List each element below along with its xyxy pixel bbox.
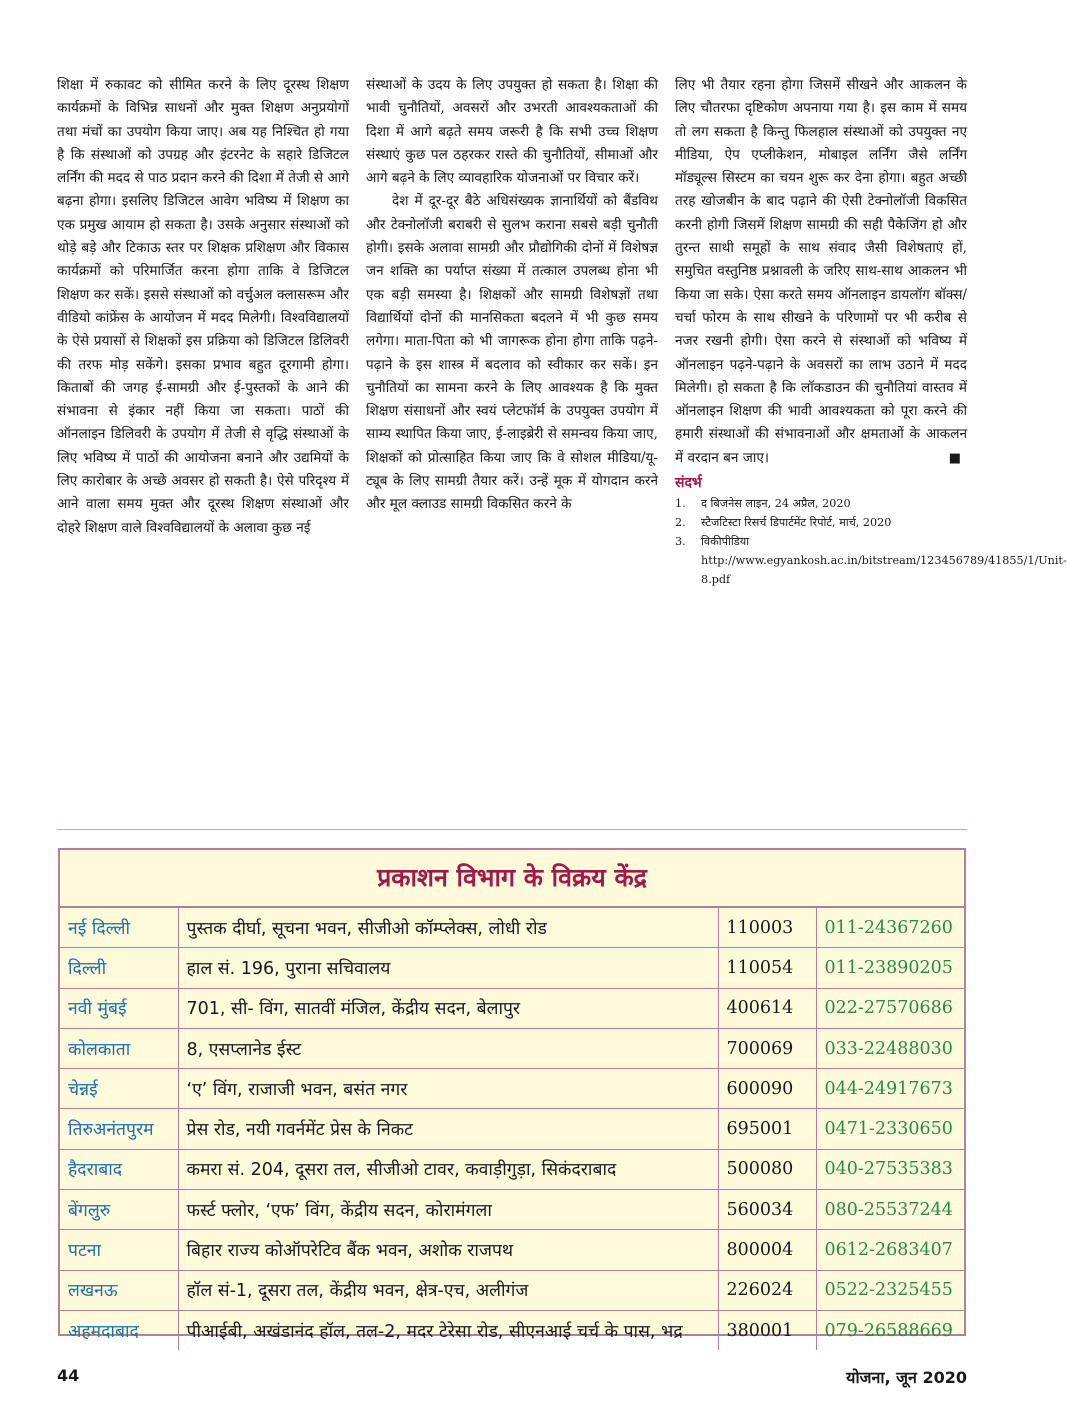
table-row [60, 1069, 964, 1109]
divider-rule [57, 829, 967, 830]
pin-cell: 700069 [718, 1028, 816, 1068]
publication-footer: योजना, जून 2020 [846, 1368, 967, 1387]
reference-item [675, 532, 1067, 589]
pin-cell: 226024 [718, 1270, 816, 1310]
col3-paragraph [675, 74, 967, 470]
city-cell: दिल्ली [60, 948, 178, 988]
reference-text: विकीपीडिया http://www.egyankosh.ac.in/bitstream/123456789/41855/1/Unit-8.pdf [701, 535, 1067, 587]
phone-cell: 033-22488030 [816, 1028, 964, 1068]
city-cell: तिरुअनंतपुरम [60, 1109, 178, 1149]
sales-outlets-title: प्रकाशन विभाग के विक्रय केंद्र [60, 850, 964, 908]
address-cell: हॉल सं-1, दूसरा तल, केंद्रीय भवन, क्षेत्र-एच, अलीगंज [178, 1270, 718, 1310]
phone-cell: 080-25537244 [816, 1190, 964, 1230]
address-cell: प्रेस रोड, नयी गवर्नमेंट प्रेस के निकट [178, 1109, 718, 1149]
article-body [57, 74, 1067, 820]
phone-cell: 040-27535383 [816, 1149, 964, 1189]
table-row [60, 1310, 964, 1350]
reference-item [675, 494, 967, 513]
sales-outlets-table [60, 908, 964, 1350]
reference-text: स्टैजटिस्टा रिसर्च डिपार्टमेंट रिपोर्ट, मार्च, 2020 [701, 516, 892, 530]
pin-cell: 695001 [718, 1109, 816, 1149]
pin-cell: 400614 [718, 988, 816, 1028]
table-row [60, 1149, 964, 1189]
table-row [60, 1190, 964, 1230]
phone-cell: 011-23890205 [816, 948, 964, 988]
city-cell: पटना [60, 1230, 178, 1270]
address-cell: पीआईबी, अखंडानंद हॉल, तल-2, मदर टेरेसा रोड, सीएनआई चर्च के पास, भद्र [178, 1310, 718, 1350]
col2-paragraph-1: संस्थाओं के उदय के लिए उपयुक्त हो सकता है। शिक्षा की भावी चुनौतियों, अवसरों और उभरती आवश्यकताओं की दिशा में आगे बढ़ते समय जरूरी है कि सभी उच्च शिक्षण संस्थाएं कुछ पल ठहरकर रास्ते की चुनौतियों, सीमाओं और आगे बढ़ने के लिए व्यावहारिक योजनाओं पर विचार करें। [366, 77, 658, 187]
address-cell: ‘ए’ विंग, राजाजी भवन, बसंत नगर [178, 1069, 718, 1109]
phone-cell: 0522-2325455 [816, 1270, 964, 1310]
phone-cell: 011-24367260 [816, 908, 964, 948]
pin-cell: 110054 [718, 948, 816, 988]
address-cell: हाल सं. 196, पुराना सचिवालय [178, 948, 718, 988]
reference-number: 3. [675, 535, 686, 549]
pin-cell: 560034 [718, 1190, 816, 1230]
article-column-3 [675, 74, 1067, 820]
city-cell: लखनऊ [60, 1270, 178, 1310]
references-title: संदर्भ [675, 475, 702, 492]
city-cell: बेंगलुरु [60, 1190, 178, 1230]
address-cell: पुस्तक दीर्घा, सूचना भवन, सीजीओ कॉम्प्लेक्स, लोधी रोड [178, 908, 718, 948]
col3-text: लिए भी तैयार रहना होगा जिसमें सीखने और आकलन के लिए चौतरफा दृष्टिकोण अपनाया गया है। इस काम में समय तो लग सकता है किन्तु फिलहाल संस्थाओं को उपयुक्त नए मीडिया, ऐप एप्लीकेशन, मोबाइल लर्निंग जैसे लर्निंग मॉड्यूल्स सिस्टम का चयन शुरू कर देना होगा। बहुत अच्छी तरह खोजबीन के बाद पढ़ाने की ऐसी टेक्नोलॉजी विकसित करनी होगी जिसमें शिक्षण सामग्री की सही पैकेजिंग हो और तुरन्त साथी समूहों के साथ संवाद जैसी विशेषताएं हों, समुचित वस्तुनिष्ठ प्रश्नावली के जरिए साथ-साथ आकलन भी किया जा सके। ऐसा करते समय ऑनलाइन डायलॉग बॉक्स/चर्चा फोरम के साथ सीखने के परिणामों पर भी करीब से नजर रखनी होगी। ऐसा करने से संस्थाओं को भविष्य में ऑनलाइन पढ़ने-पढ़ाने के अवसरों का लाभ उठाने में मदद मिलेगी। हो सकता है कि लॉकडाउन की चुनौतियां वास्तव में ऑनलाइन शिक्षण की भावी आवश्यकता को पूरा करने की हमारी संस्थाओं की संभावनाओं और क्षमताओं के आकलन में वरदान बन जाए। [675, 77, 967, 466]
article-column-1 [57, 74, 349, 820]
sales-outlets-box [58, 848, 966, 1342]
reference-item [675, 513, 967, 532]
phone-cell: 0471-2330650 [816, 1109, 964, 1149]
table-row [60, 908, 964, 948]
reference-number: 2. [675, 516, 686, 530]
col2-paragraph-2: देश में दूर-दूर बैठे अधिसंख्यक ज्ञानार्थियों को बैंडविथ और टेक्नोलॉजी बराबरी से सुलभ कराना सबसे बड़ी चुनौती होगी। इसके अलावा सामग्री और प्रौद्योगिकी दोनों में विशेषज्ञ जन शक्ति का पर्याप्त संख्या में तत्काल उपलब्ध होना भी एक बड़ी समस्या है। शिक्षकों और सामग्री विशेषज्ञों तथा विद्यार्थियों दोनों की मानसिकता बदलने में भी कुछ समय लगेगा। माता-पिता को भी जागरूक होना होगा ताकि पढ़ने-पढ़ाने के इस शास्त्र में बदलाव को स्वीकार कर सकें। इन चुनौतियों का सामना करने के लिए आवश्यक है कि मुक्त शिक्षण संसाधनों और स्वयं प्लेटफॉर्म के उपयुक्त उपयोग में साम्य स्थापित किया जाए, ई-लाइब्रेरी से समन्वय किया जाए, शिक्षकों को प्रोत्साहित किया जाए कि वे सोशल मीडिया/यू-ट्यूब के लिए सामग्री तैयार करें। उन्हें मूक में योगदान करने और मूल क्लाउड सामग्री विकसित करने के [366, 193, 658, 513]
table-row [60, 1270, 964, 1310]
city-cell: नवी मुंबई [60, 988, 178, 1028]
pin-cell: 600090 [718, 1069, 816, 1109]
phone-cell: 0612-2683407 [816, 1230, 964, 1270]
table-row [60, 1230, 964, 1270]
pin-cell: 110003 [718, 908, 816, 948]
address-cell: कमरा सं. 204, दूसरा तल, सीजीओ टावर, कवाड़ीगुड़ा, सिकंदराबाद [178, 1149, 718, 1189]
city-cell: अहमदाबाद [60, 1310, 178, 1350]
col1-paragraph: शिक्षा में रुकावट को सीमित करने के लिए दूरस्थ शिक्षण कार्यक्रमों के विभिन्न साधनों और मुक्त शिक्षण अनुप्रयोगों तथा मंचों का उपयोग किया जाए। अब यह निश्चित हो गया है कि संस्थाओं को उपग्रह और इंटरनेट के सहारे डिजिटल लर्निंग की मदद से पाठ प्रदान करने की दिशा में तेजी से आगे बढ़ना होगा। इसलिए डिजिटल आवेग भविष्य में शिक्षण का एक प्रमुख आयाम हो सकता है। उसके अनुसार संस्थाओं को थोड़े बड़े और टिकाऊ स्तर पर शिक्षक प्रशिक्षण और विकास कार्यक्रमों को परिमार्जित करना होगा ताकि वे डिजिटल शिक्षण कर सकें। इससे संस्थाओं को वर्चुअल क्लासरूम और वीडियो कांफ्रेंस के आयोजन में मदद मिलेगी। विश्वविद्यालयों के ऐसे प्रयासों से शिक्षकों इस प्रक्रिया को डिजिटल डिलिवरी की तरफ मोड़ सकेंगे। इसका प्रभाव बहुत दूरगामी होगा। किताबों की जगह ई-सामग्री और ई-पुस्तकों के आने की संभावना से इंकार नहीं किया जा सकता। पाठों की ऑनलाइन डिलिवरी के उपयोग में तेजी से वृद्धि संस्थाओं के लिए भविष्य में पाठों की आयोजना बनाने और उद्यमियों के लिए कारोबार के अच्छे अवसर हो सकती है। ऐसे परिदृश्य में आने वाला समय मुक्त और दूरस्थ शिक्षण संस्थाओं और दोहरे शिक्षण वाले विश्वविद्यालयों के अलावा कुछ नई [57, 77, 349, 536]
table-row [60, 988, 964, 1028]
table-row [60, 1028, 964, 1068]
address-cell: बिहार राज्य कोऑपरेटिव बैंक भवन, अशोक राजपथ [178, 1230, 718, 1270]
address-cell: 8, एसप्लानेड ईस्ट [178, 1028, 718, 1068]
phone-cell: 022-27570686 [816, 988, 964, 1028]
page-number: 44 [57, 1366, 80, 1385]
address-cell: 701, सी- विंग, सातवीं मंजिल, केंद्रीय सदन, बेलापुर [178, 988, 718, 1028]
reference-number: 1. [675, 497, 686, 511]
pin-cell: 800004 [718, 1230, 816, 1270]
references-list [675, 494, 1067, 589]
city-cell: हैदराबाद [60, 1149, 178, 1189]
city-cell: कोलकाता [60, 1028, 178, 1068]
article-column-2 [366, 74, 658, 820]
pin-cell: 500080 [718, 1149, 816, 1189]
pin-cell: 380001 [718, 1310, 816, 1350]
address-cell: फर्स्ट फ्लोर, ‘एफ’ विंग, केंद्रीय सदन, कोरामंगला [178, 1190, 718, 1230]
city-cell: नई दिल्ली [68, 918, 130, 939]
table-row [60, 1109, 964, 1149]
table-row [60, 948, 964, 988]
city-cell: चेन्नई [60, 1069, 178, 1109]
end-mark-icon: ■ [948, 450, 961, 466]
phone-cell: 044-24917673 [816, 1069, 964, 1109]
phone-cell: 079-26588669 [816, 1310, 964, 1350]
reference-text: द बिजनेस लाइन, 24 अप्रैल, 2020 [701, 497, 851, 511]
